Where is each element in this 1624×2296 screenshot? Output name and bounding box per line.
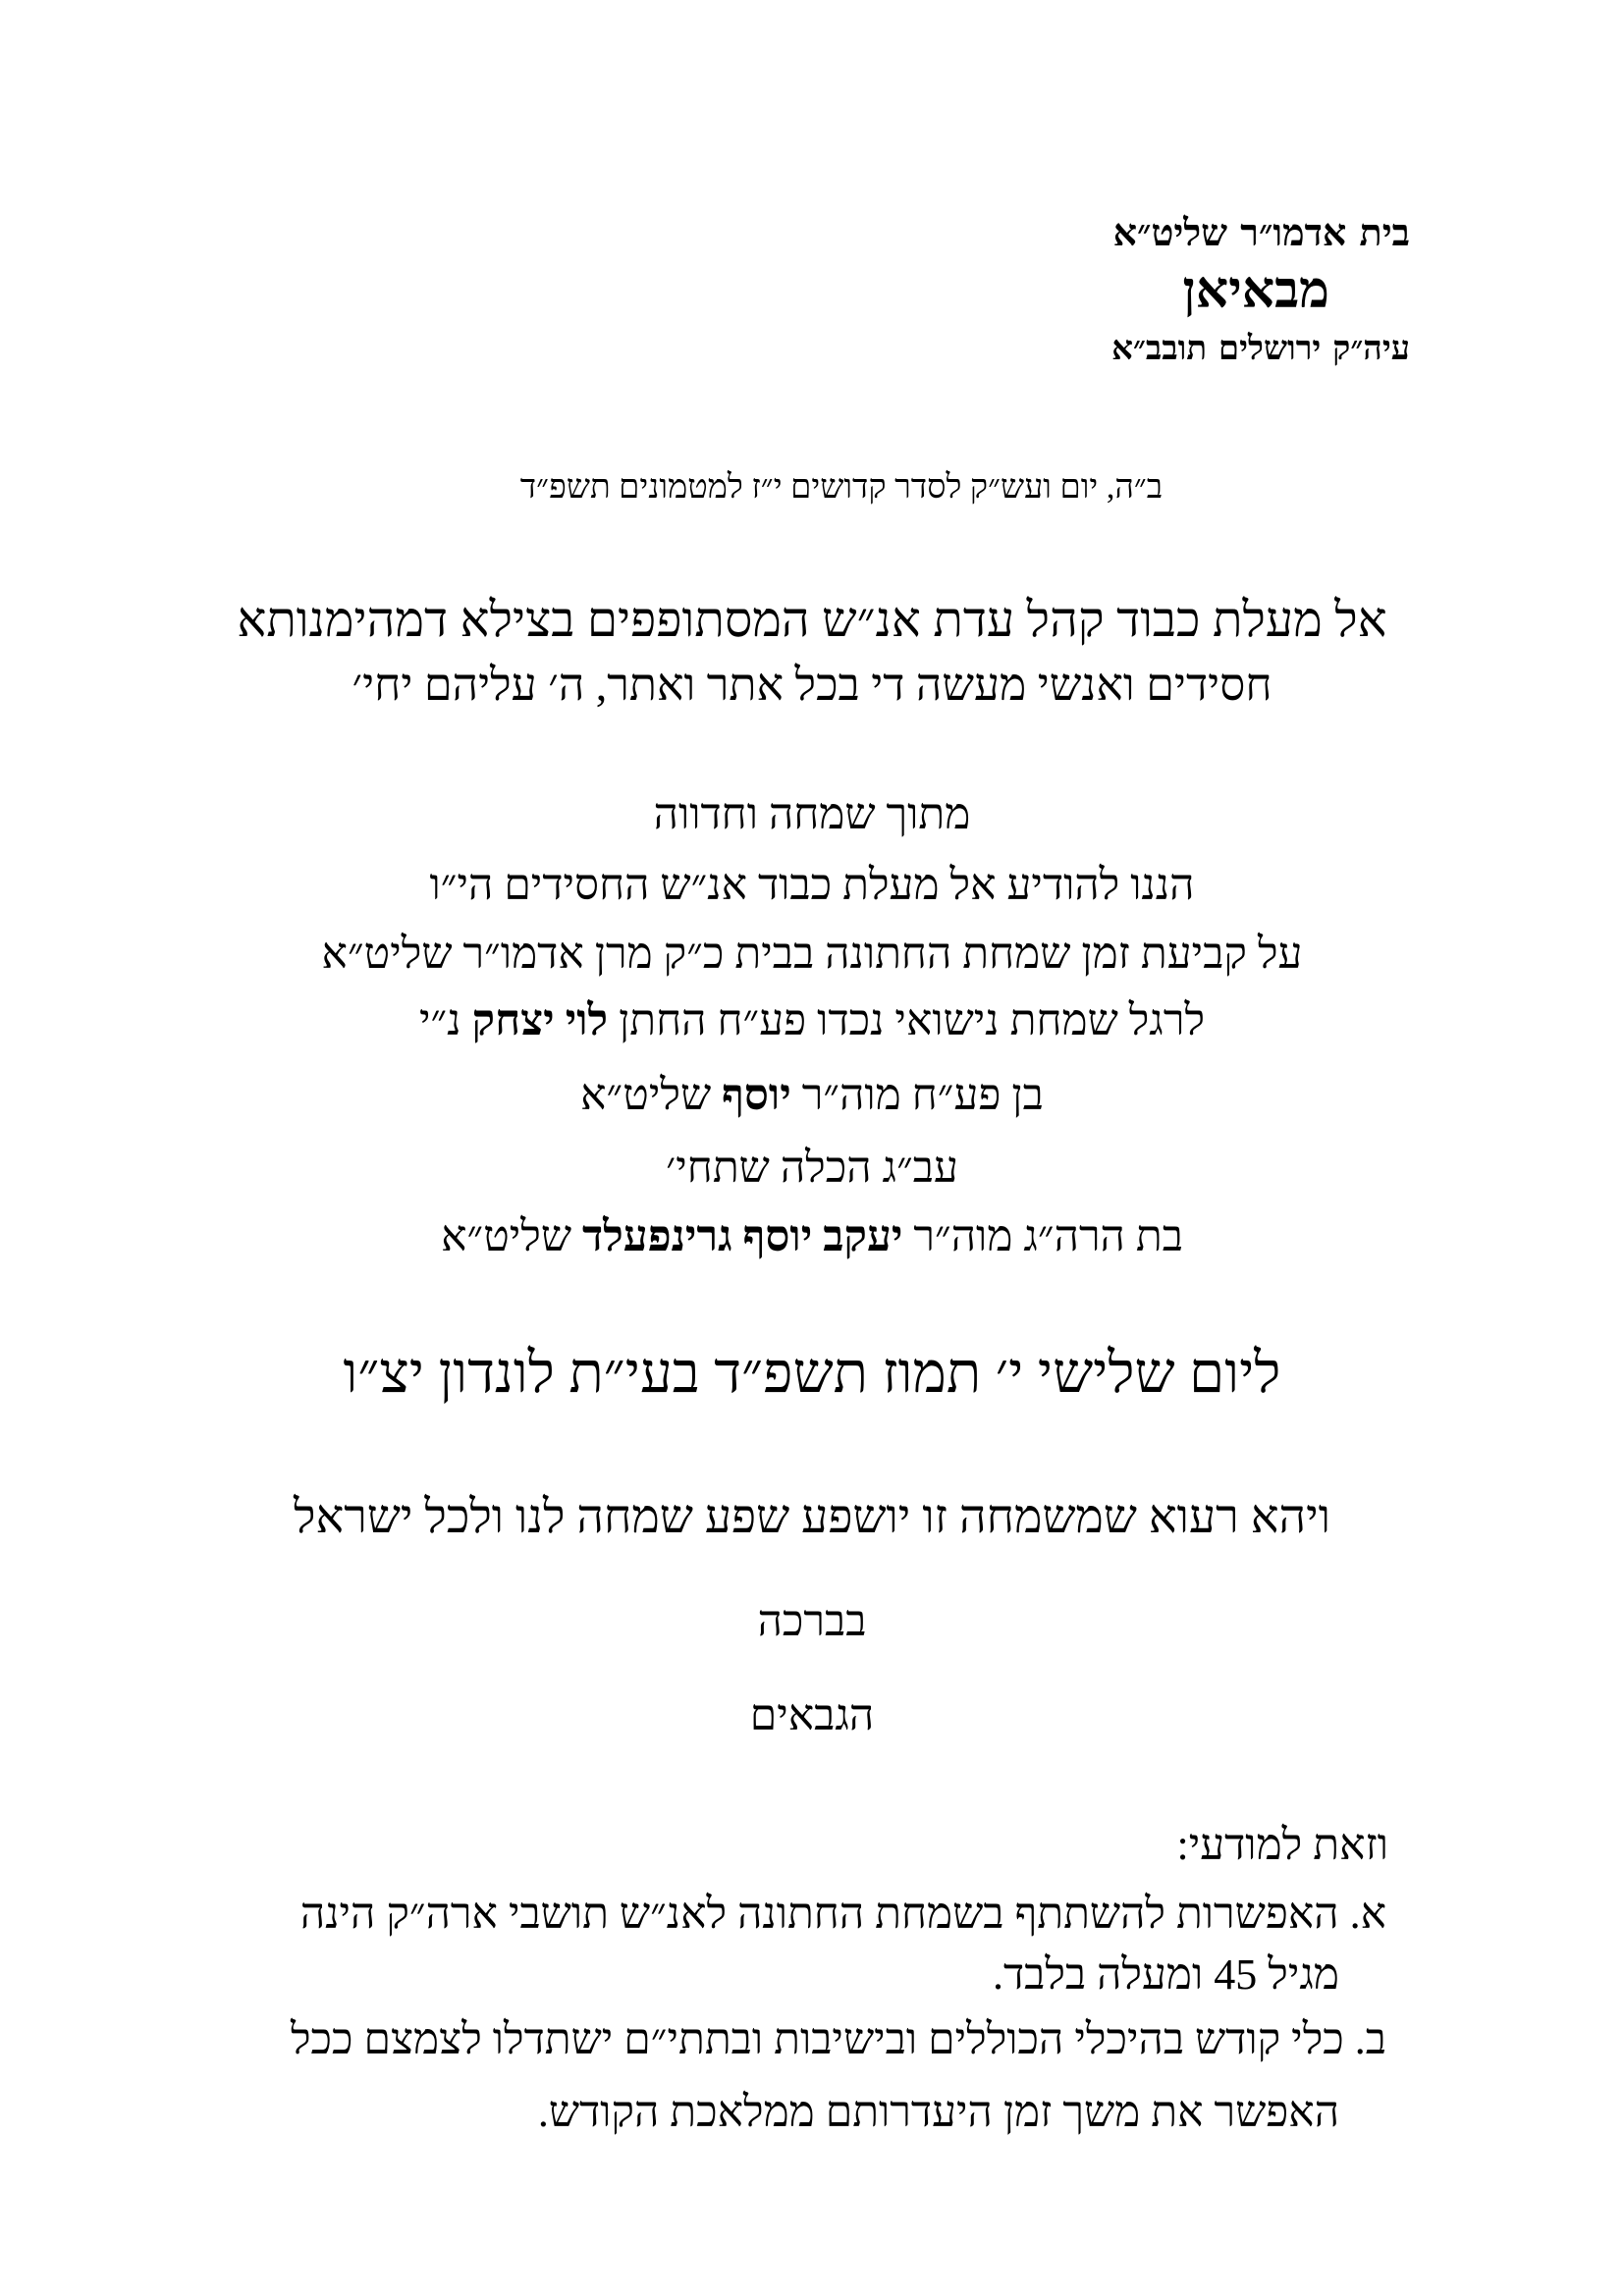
- date-line: ב״ה, יום ועש״ק לסדר קדושים י״ז למטמונים תשפ״ד: [519, 469, 1164, 506]
- notice-item-2-marker: ב.: [1354, 2015, 1386, 2063]
- groom-name: לוי יצחק: [471, 996, 609, 1044]
- announcement-line-6: [0, 1212, 1624, 1260]
- notice-item-1-line-2: מגיל 45 ומעלה בלבד.: [992, 1950, 1339, 1999]
- announcement-opening: מתוך שמחה וחדווה: [653, 790, 971, 838]
- blessing-line: ויהא רעוא שמשמחה זו יושפע שפע שמחה לנו ולכל ישראל: [294, 1491, 1330, 1543]
- bride-father-name: יעקב יוסף גרינפעלד: [582, 1212, 903, 1260]
- groom-line-suffix: נ״י: [418, 996, 461, 1044]
- announcement-line-4: [0, 1071, 1624, 1119]
- announcement-line-1: הננו להודיע אל מעלת כבוד אנ״ש החסידים הי״ו: [429, 861, 1195, 909]
- notice-item-2-line-2: האפשר את משך זמן היעדרותם ממלאכת הקודש.: [537, 2088, 1339, 2136]
- announcement-line-5: עב״ג הכלה שתחי׳: [666, 1144, 958, 1192]
- notice-item-2-line-1: [290, 2015, 1386, 2063]
- letterhead-location: עיה״ק ירושלים תובב״א: [1111, 329, 1410, 368]
- notice-item-1-text: האפשרות להשתתף בשמחת החתונה לאנ״ש תושבי ארה״ק הינה: [299, 1890, 1339, 1938]
- bride-father-suffix: שליט״א: [441, 1212, 572, 1260]
- addressee-line-1: אל מעלת כבוד קהל עדת אנ״ש המסתופפים בצילא דמהימנותא: [237, 592, 1387, 647]
- notice-item-1-line-1: [299, 1890, 1386, 1938]
- announcement-line-2: על קביעת זמן שמחת החתונה בבית כ״ק מרן אדמו״ר שליט״א: [321, 930, 1303, 978]
- closing-signature: הגבאים: [749, 1691, 875, 1739]
- event-date: ליום שלישי י׳ תמוז תשפ״ד בעי״ת לונדון יצ״ו: [343, 1341, 1281, 1405]
- groom-line-prefix: לרגל שמחת נישואי נכדו פע״ח החתן: [619, 996, 1206, 1044]
- notice-item-1-marker: א.: [1349, 1890, 1386, 1938]
- notice-title: וזאת למודעי:: [1176, 1821, 1388, 1869]
- addressee-line-2: חסידים ואנשי מעשה די בכל אתר ואתר, ה׳ עליהם יחי׳: [352, 660, 1272, 710]
- notice-item-2-text: כלי קודש בהיכלי הכוללים ובישיבות ובתתי״ם ישתדלו לצמצם ככל: [290, 2015, 1344, 2063]
- bride-father-prefix: בת הרה״ג מוה״ר: [913, 1212, 1183, 1260]
- letterhead-dynasty-name: מבאיאן: [1182, 260, 1329, 320]
- letterhead-title: בית אדמו״ר שליט״א: [1112, 210, 1410, 254]
- announcement-line-3: [0, 996, 1624, 1044]
- groom-father-prefix: בן פע״ח מוה״ר: [801, 1071, 1044, 1119]
- groom-father-name: יוסף: [722, 1071, 791, 1119]
- closing-greeting: בברכה: [757, 1597, 867, 1645]
- groom-father-suffix: שליט״א: [580, 1071, 712, 1119]
